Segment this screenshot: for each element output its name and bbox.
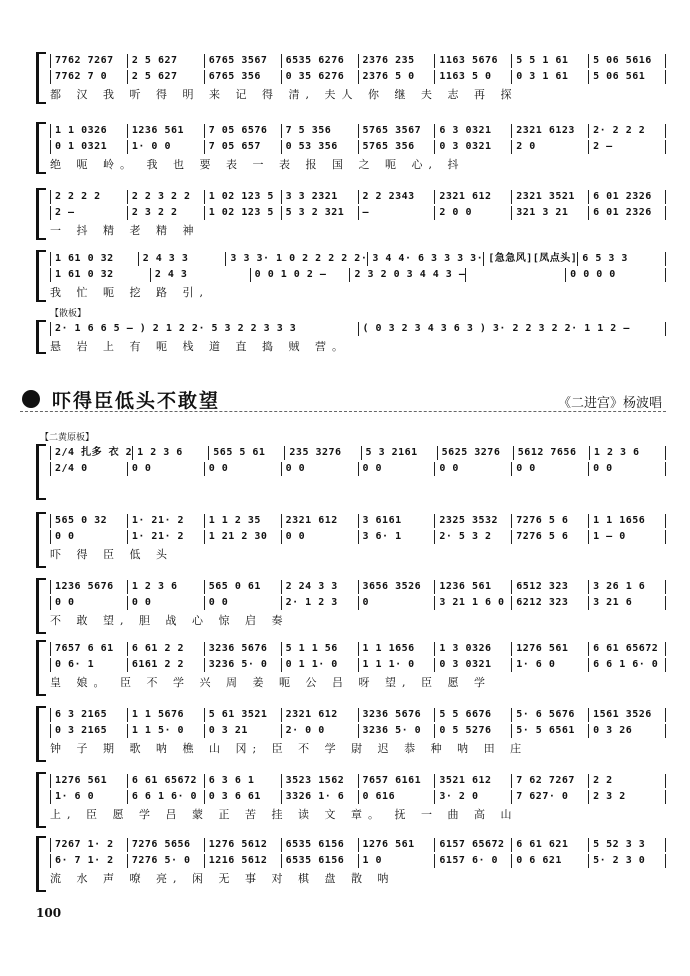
system-brace bbox=[36, 250, 46, 302]
measure: 0 35 6276 bbox=[281, 70, 358, 84]
measure: 3 4 4· 6 3 3 3 3· bbox=[367, 252, 483, 266]
system-brace bbox=[36, 188, 46, 240]
measure: 6157 65672 bbox=[434, 838, 511, 852]
measure: 0 3 2165 bbox=[50, 724, 127, 738]
measure: 3523 1562 bbox=[281, 774, 358, 788]
measure: 3236 5· 0 bbox=[358, 724, 435, 738]
measure: 3 6· 1 bbox=[358, 530, 435, 544]
measure: 1 2 3 6 bbox=[132, 446, 208, 460]
lyric-line: 悬 岩 上 有 呃 栈 道 直 捣 贼 营。 bbox=[50, 340, 349, 353]
upper-staff bbox=[50, 642, 666, 656]
measure: 5 52 3 3 bbox=[588, 838, 666, 852]
lyric-line: 上, 臣 愿 学 吕 蒙 正 苦 挂 读 文 章。 抚 一 曲 高 山 bbox=[50, 808, 518, 821]
score-system bbox=[36, 444, 666, 500]
tempo-tag: 【二黄原板】 bbox=[40, 433, 95, 443]
measure: 5 5 1 61 bbox=[511, 54, 588, 68]
measure: 3326 1· 6 bbox=[281, 790, 358, 804]
measure: 1· 6 0 bbox=[511, 658, 588, 672]
measure: 1 1 5676 bbox=[127, 708, 204, 722]
measure: 5 06 561 bbox=[588, 70, 666, 84]
score-system bbox=[36, 250, 666, 302]
measure: 5 5 6676 bbox=[434, 708, 511, 722]
measure: 6 01 2326 bbox=[588, 206, 666, 220]
measure: 2321 612 bbox=[281, 708, 358, 722]
measure: 2· 1 2 3 bbox=[281, 596, 358, 610]
measure: 0 6· 1 bbox=[50, 658, 127, 672]
measure: 2 5 627 bbox=[127, 70, 204, 84]
measure: 0 0 bbox=[127, 596, 204, 610]
page-number: 100 bbox=[36, 906, 62, 920]
measure: 1 02 123 5 bbox=[204, 190, 281, 204]
measure: 6 3 6 1 bbox=[204, 774, 281, 788]
measure: 0 0 bbox=[358, 462, 435, 476]
lyric-line: 都 汉 我 听 得 明 来 记 得 清, 夫人 你 继 夫 志 再 探 bbox=[50, 88, 518, 101]
measure: 3 26 1 6 bbox=[588, 580, 666, 594]
bullet-icon bbox=[22, 390, 40, 408]
measure: 7 627· 0 bbox=[511, 790, 588, 804]
lower-staff bbox=[50, 596, 666, 610]
score-system bbox=[36, 52, 666, 104]
divider bbox=[20, 411, 666, 412]
measure: 3236 5676 bbox=[204, 642, 281, 656]
measure: 2· 5 3 2 bbox=[434, 530, 511, 544]
measure: 0 0 bbox=[50, 530, 127, 544]
measure: 7 62 7267 bbox=[511, 774, 588, 788]
lower-staff bbox=[50, 70, 666, 84]
measure: 6535 6156 bbox=[281, 854, 358, 868]
measure: 2/4 0 bbox=[50, 462, 127, 476]
measure: 3 3 2321 bbox=[281, 190, 358, 204]
measure: 3236 5· 0 bbox=[204, 658, 281, 672]
lyric-line: 钟 子 期 歌 呐 樵 山 冈; 臣 不 学 尉 迟 恭 种 呐 田 庄 bbox=[50, 742, 528, 755]
song-title: 吓得臣低头不敢望 bbox=[52, 390, 221, 412]
measure: 2321 612 bbox=[281, 514, 358, 528]
measure: 6 61 2 2 bbox=[127, 642, 204, 656]
measure: 7276 5656 bbox=[127, 838, 204, 852]
measure: 0 616 bbox=[358, 790, 435, 804]
measure: 6765 3567 bbox=[204, 54, 281, 68]
lyric-line: 吓 得 臣 低 头 bbox=[50, 548, 173, 561]
system-brace bbox=[36, 706, 46, 762]
measure: [急急风][凤点头] bbox=[483, 252, 577, 266]
measure: 0 0 0 0 bbox=[565, 268, 666, 282]
measure: 1 1 0326 bbox=[50, 124, 127, 138]
lower-staff bbox=[50, 790, 666, 804]
measure: 7657 6 61 bbox=[50, 642, 127, 656]
measure: 3656 3526 bbox=[358, 580, 435, 594]
measure: 3521 612 bbox=[434, 774, 511, 788]
upper-staff bbox=[50, 54, 666, 68]
lower-staff bbox=[50, 462, 666, 476]
measure: 1276 561 bbox=[358, 838, 435, 852]
measure: 2 3 2 2 bbox=[127, 206, 204, 220]
measure: 7267 1· 2 bbox=[50, 838, 127, 852]
measure: 0 0 bbox=[511, 462, 588, 476]
measure: 6 61 65672 bbox=[127, 774, 204, 788]
system-brace bbox=[36, 444, 46, 500]
measure: 2 0 0 bbox=[434, 206, 511, 220]
upper-staff bbox=[50, 124, 666, 138]
measure: 2/4 扎多 衣 2 bbox=[50, 446, 132, 460]
measure: 1 1 1656 bbox=[588, 514, 666, 528]
measure: 3 21 6 bbox=[588, 596, 666, 610]
measure: 0 3 6 61 bbox=[204, 790, 281, 804]
measure: 1276 5612 bbox=[204, 838, 281, 852]
measure: 2 4 3 bbox=[150, 268, 250, 282]
measure: 1 1 1· 0 bbox=[358, 658, 435, 672]
measure: 7657 6161 bbox=[358, 774, 435, 788]
measure: 7 05 6576 bbox=[204, 124, 281, 138]
measure: 6 6 1 6· 0 bbox=[588, 658, 666, 672]
measure: 1 1 2 35 bbox=[204, 514, 281, 528]
measure: 2321 3521 bbox=[511, 190, 588, 204]
score-system bbox=[36, 640, 666, 696]
measure: 2· 0 0 bbox=[281, 724, 358, 738]
measure: 1 21 2 30 bbox=[204, 530, 281, 544]
lyric-line: 绝 呃 岭。 我 也 要 表 一 表 报 国 之 呃 心, 抖 bbox=[50, 158, 465, 171]
measure: 5· 5 6561 bbox=[511, 724, 588, 738]
measure: 7276 5· 0 bbox=[127, 854, 204, 868]
measure: 7 05 657 bbox=[204, 140, 281, 154]
upper-staff bbox=[50, 252, 666, 266]
lower-staff bbox=[50, 206, 666, 220]
measure: 1276 561 bbox=[50, 774, 127, 788]
measure: 3 3 3· 1 0 2 2 2 2 2· bbox=[225, 252, 367, 266]
measure: 2 2 3 2 2 bbox=[127, 190, 204, 204]
score-system bbox=[36, 309, 666, 354]
system-brace bbox=[36, 772, 46, 828]
measure: 565 0 61 bbox=[204, 580, 281, 594]
measure: 1 61 0 32 bbox=[50, 252, 138, 266]
measure: 3 6161 bbox=[358, 514, 435, 528]
measure: 1· 21· 2 bbox=[127, 514, 204, 528]
song-source: 《二进宫》杨波唱 bbox=[557, 396, 662, 411]
measure: 3236 5676 bbox=[358, 708, 435, 722]
measure: 6 61 621 bbox=[511, 838, 588, 852]
measure: 1 2 3 6 bbox=[127, 580, 204, 594]
score-system bbox=[36, 512, 666, 568]
measure: 5 1 1 56 bbox=[281, 642, 358, 656]
measure: 1163 5 0 bbox=[434, 70, 511, 84]
measure: 6· 7 1· 2 bbox=[50, 854, 127, 868]
measure: 0 0 bbox=[127, 462, 204, 476]
measure: 7762 7267 bbox=[50, 54, 127, 68]
measure: 1· 21· 2 bbox=[127, 530, 204, 544]
measure: 0 3 0321 bbox=[434, 140, 511, 154]
lyric-line: 流 水 声 嘹 亮, 闲 无 事 对 棋 盘 散 呐 bbox=[50, 872, 395, 885]
measure: 5612 7656 bbox=[513, 446, 589, 460]
measure: 3· 2 0 bbox=[434, 790, 511, 804]
measure: 2· 2 2 2 bbox=[588, 124, 666, 138]
measure: 565 0 32 bbox=[50, 514, 127, 528]
system-brace bbox=[36, 52, 46, 104]
measure: 6157 6· 0 bbox=[434, 854, 511, 868]
measure bbox=[465, 268, 565, 282]
measure: 0 53 356 bbox=[281, 140, 358, 154]
measure: 0 1 1· 0 bbox=[281, 658, 358, 672]
measure: 2 3 2 0 3 4 4 3 — bbox=[349, 268, 465, 282]
system-brace bbox=[36, 512, 46, 568]
score-system bbox=[36, 578, 666, 634]
measure: 0 0 bbox=[50, 596, 127, 610]
measure: 2376 235 bbox=[358, 54, 435, 68]
measure: 7 5 356 bbox=[281, 124, 358, 138]
measure: 2 4 3 3 bbox=[138, 252, 226, 266]
measure: 0 3 26 bbox=[588, 724, 666, 738]
upper-staff bbox=[50, 774, 666, 788]
measure: 6765 356 bbox=[204, 70, 281, 84]
measure: 6512 323 bbox=[511, 580, 588, 594]
measure: 1 61 0 32 bbox=[50, 268, 150, 282]
measure: 5 3 2 321 bbox=[281, 206, 358, 220]
system-brace bbox=[36, 836, 46, 892]
measure: 5765 3567 bbox=[358, 124, 435, 138]
score-system bbox=[36, 122, 666, 174]
measure: 6 01 2326 bbox=[588, 190, 666, 204]
system-brace bbox=[36, 578, 46, 634]
measure: 5625 3276 bbox=[437, 446, 513, 460]
measure: 321 3 21 bbox=[511, 206, 588, 220]
measure: 0 0 bbox=[434, 462, 511, 476]
measure: 1 3 0326 bbox=[434, 642, 511, 656]
measure: 2 3 2 bbox=[588, 790, 666, 804]
measure: 1276 561 bbox=[511, 642, 588, 656]
measure: 1163 5676 bbox=[434, 54, 511, 68]
upper-staff bbox=[50, 446, 666, 460]
measure: 0 0 bbox=[281, 462, 358, 476]
measure: 6 3 2165 bbox=[50, 708, 127, 722]
lower-staff bbox=[50, 724, 666, 738]
upper-staff bbox=[50, 708, 666, 722]
measure: 2 5 627 bbox=[127, 54, 204, 68]
system-brace bbox=[36, 640, 46, 696]
lower-staff bbox=[50, 268, 666, 282]
measure: 0 0 bbox=[204, 596, 281, 610]
measure: 5 3 2161 bbox=[361, 446, 437, 460]
upper-staff bbox=[50, 580, 666, 594]
measure: 1236 561 bbox=[127, 124, 204, 138]
measure: 1· 0 0 bbox=[127, 140, 204, 154]
measure: 7276 5 6 bbox=[511, 530, 588, 544]
measure: 5765 356 bbox=[358, 140, 435, 154]
score-system bbox=[36, 772, 666, 828]
measure: 2 2 bbox=[588, 774, 666, 788]
measure: 1561 3526 bbox=[588, 708, 666, 722]
measure: 1216 5612 bbox=[204, 854, 281, 868]
measure: 2· 1 6 6 5 — ) 2 1 2 2· 5 3 2 2 3 3 3 bbox=[50, 322, 358, 336]
score-system bbox=[36, 188, 666, 240]
measure: 2 2 2343 bbox=[358, 190, 435, 204]
measure: 1 1 5· 0 bbox=[127, 724, 204, 738]
measure: 1 — 0 bbox=[588, 530, 666, 544]
measure: 2 — bbox=[50, 206, 127, 220]
measure: 0 5 5276 bbox=[434, 724, 511, 738]
lower-staff bbox=[50, 140, 666, 154]
measure: 2321 6123 bbox=[511, 124, 588, 138]
measure: 2325 3532 bbox=[434, 514, 511, 528]
measure: — bbox=[358, 206, 435, 220]
measure: 0 3 1 61 bbox=[511, 70, 588, 84]
measure: 2 24 3 3 bbox=[281, 580, 358, 594]
lower-staff bbox=[50, 658, 666, 672]
tempo-tag: 【散板】 bbox=[50, 309, 87, 319]
measure: 1 2 3 6 bbox=[589, 446, 666, 460]
lower-staff bbox=[50, 530, 666, 544]
measure: 6 6 1 6· 0 bbox=[127, 790, 204, 804]
measure: 7762 7 0 bbox=[50, 70, 127, 84]
upper-staff bbox=[50, 514, 666, 528]
measure: 2321 612 bbox=[434, 190, 511, 204]
measure: 6 5 3 3 bbox=[577, 252, 666, 266]
measure: 5 61 3521 bbox=[204, 708, 281, 722]
measure: 6212 323 bbox=[511, 596, 588, 610]
measure: 0 3 0321 bbox=[434, 658, 511, 672]
measure: 0 bbox=[358, 596, 435, 610]
system-brace bbox=[36, 122, 46, 174]
lower-staff bbox=[50, 854, 666, 868]
measure: 0 0 bbox=[588, 462, 666, 476]
measure: 6 61 65672 bbox=[588, 642, 666, 656]
measure: 235 3276 bbox=[284, 446, 360, 460]
upper-staff bbox=[50, 322, 666, 336]
song-title-bar bbox=[10, 384, 670, 416]
measure: 5 06 5616 bbox=[588, 54, 666, 68]
measure: 7276 5 6 bbox=[511, 514, 588, 528]
measure: 1 02 123 5 bbox=[204, 206, 281, 220]
measure: 6535 6276 bbox=[281, 54, 358, 68]
measure: 6161 2 2 bbox=[127, 658, 204, 672]
measure: 6 3 0321 bbox=[434, 124, 511, 138]
measure: 1236 5676 bbox=[50, 580, 127, 594]
measure: 1· 6 0 bbox=[50, 790, 127, 804]
score-system bbox=[36, 706, 666, 762]
measure: 2376 5 0 bbox=[358, 70, 435, 84]
measure: 5· 2 3 0 bbox=[588, 854, 666, 868]
measure: 2 2 2 2 bbox=[50, 190, 127, 204]
measure: 1 1 1656 bbox=[358, 642, 435, 656]
measure: 0 1 0321 bbox=[50, 140, 127, 154]
upper-staff bbox=[50, 838, 666, 852]
measure: 0 0 1 0 2 — bbox=[250, 268, 350, 282]
measure: 0 3 21 bbox=[204, 724, 281, 738]
lyric-line: 一 抖 精 老 精 神 bbox=[50, 224, 200, 237]
measure: ( 0 3 2 3 4 3 6 3 ) 3· 2 2 3 2 2· 1 1 2 — bbox=[358, 322, 667, 336]
measure: 565 5 61 bbox=[208, 446, 284, 460]
measure: 2 — bbox=[588, 140, 666, 154]
measure: 5· 6 5676 bbox=[511, 708, 588, 722]
measure: 3 21 1 6 0 bbox=[434, 596, 511, 610]
lyric-line: 不 敢 望, 胆 战 心 惊 启 奏 bbox=[50, 614, 289, 627]
measure: 0 0 bbox=[204, 462, 281, 476]
measure: 6535 6156 bbox=[281, 838, 358, 852]
measure: 2 0 bbox=[511, 140, 588, 154]
lyric-line: 我 忙 呃 挖 路 引, bbox=[50, 286, 209, 299]
upper-staff bbox=[50, 190, 666, 204]
system-brace bbox=[36, 320, 46, 354]
measure: 1236 561 bbox=[434, 580, 511, 594]
measure: 1 0 bbox=[358, 854, 435, 868]
lyric-line: 皇 娘。 臣 不 学 兴 周 姜 呃 公 吕 呀 望, 臣 愿 学 bbox=[50, 676, 491, 689]
measure: 0 0 bbox=[281, 530, 358, 544]
measure: 0 6 621 bbox=[511, 854, 588, 868]
score-system bbox=[36, 836, 666, 892]
